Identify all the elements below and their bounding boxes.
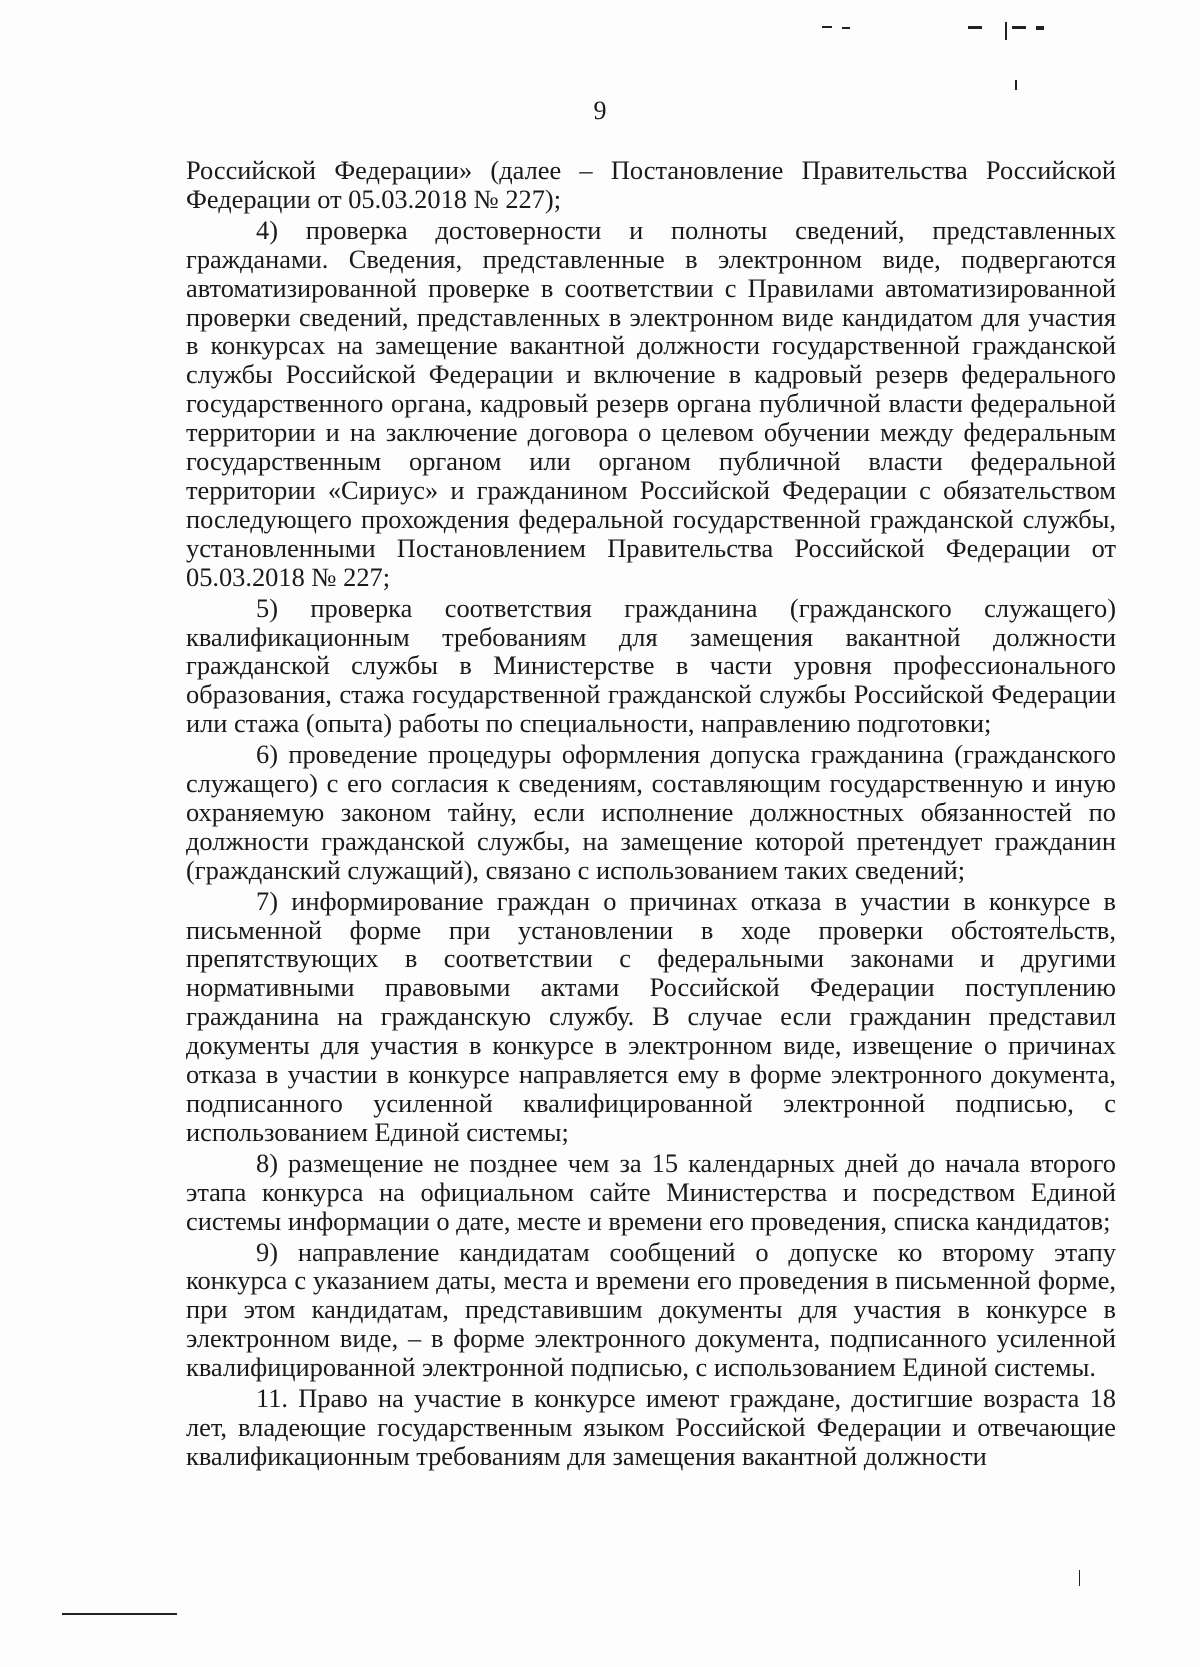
paragraph: Российской Федерации» (далее – Постановление Правительства Российской Федерации от 05.03.2018 № 227);	[186, 155, 1116, 214]
paragraph: 4) проверка достоверности и полноты сведений, представленных гражданами. Сведения, представленные в электронном виде, подвергаются автоматизированной проверке в соответствии с Правилами автоматизированной проверки сведений, представленных в электронном виде кандидатом для участия в конкурсах на замещение вакантной должности государственной гражданской службы Российской Федерации и включение в кадровый резерв федерального государственного органа, кадровый резерв органа публичной власти федеральной территории и на заключение договора о целевом обучении между федеральным государственным органом или органом публичной власти федеральной территории «Сириус» и гражданином Российской Федерации с обязательством последующего прохождения федеральной государственной гражданской службы, установленными Постановлением Правительства Российской Федерации от 05.03.2018 № 227;	[186, 214, 1116, 592]
scan-artifact	[968, 26, 982, 29]
paragraph: 7) информирование граждан о причинах отказа в участии в конкурсе в письменной форме при установлении в ходе проверки обстоятельств, препятствующих в соответствии с федеральными законами и другими нормативными правовыми актами Российской Федерации поступлению гражданина на гражданскую службу. В случае если гражданин представил документы для участия в конкурсе в электронном виде, извещение о причинах отказа в участии в конкурсе направляется ему в форме электронного документа, подписанного усиленной квалифицированной электронной подписью, с использованием Единой системы;	[186, 885, 1116, 1147]
scan-artifact	[1079, 1570, 1080, 1586]
paragraph: 5) проверка соответствия гражданина (гражданского служащего) квалификационным требованиям для замещения вакантной должности гражданской службы в Министерстве в части уровня профессионального образования, стажа государственной гражданской службы Российской Федерации или стажа (опыта) работы по специальности, направлению подготовки;	[186, 592, 1116, 739]
scan-artifact	[1012, 26, 1026, 29]
footnote-separator	[62, 1613, 177, 1615]
scan-artifact	[1036, 26, 1044, 30]
page-number: 9	[593, 96, 607, 125]
scan-artifact	[822, 26, 832, 28]
paragraph: 9) направление кандидатам сообщений о допуске ко второму этапу конкурса с указанием даты, места и времени его проведения в письменной форме, при этом кандидатам, представившим документы для участия в конкурсе в электронном виде, – в форме электронного документа, подписанного усиленной квалифицированной электронной подписью, с использованием Единой системы.	[186, 1236, 1116, 1383]
document-body	[186, 156, 1116, 1473]
paragraph: 11. Право на участие в конкурсе имеют граждане, достигшие возраста 18 лет, владеющие государственным языком Российской Федерации и отвечающие квалификационным требованиям для замещения вакантной должности	[186, 1383, 1116, 1471]
scan-artifact	[1005, 22, 1007, 40]
scan-artifact	[1015, 80, 1017, 90]
scan-artifact	[842, 27, 850, 29]
paragraph: 8) размещение не позднее чем за 15 календарных дней до начала второго этапа конкурса на официальном сайте Министерства и посредством Единой системы информации о дате, месте и времени его проведения, списка кандидатов;	[186, 1147, 1116, 1236]
paragraph: 6) проведение процедуры оформления допуска гражданина (гражданского служащего) с его согласия к сведениям, составляющим государственную и иную охраняемую законом тайну, если исполнение должностных обязанностей по должности гражданской службы, на замещение которой претендует гражданин (гражданский служащий), связано с использованием таких сведений;	[186, 739, 1116, 885]
